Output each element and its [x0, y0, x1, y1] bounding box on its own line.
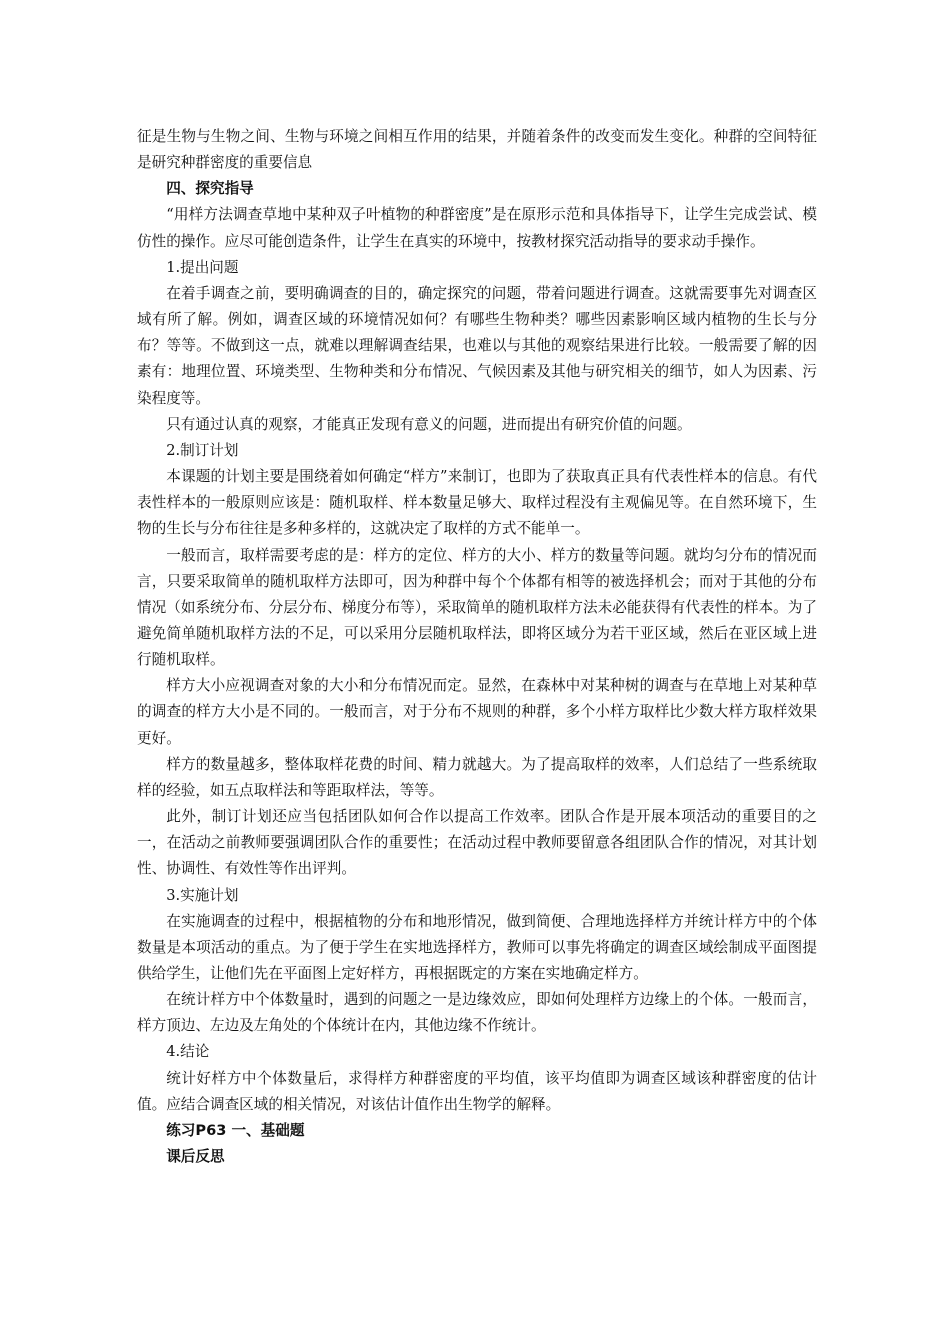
- document-body: [137, 124, 817, 1170]
- step-title-implement-plan: 3.实施计划: [166, 886, 239, 904]
- paragraph: 此外，制订计划还应当包括团队如何合作以提高工作效率。团队合作是开展本项活动的重要目的之一，在活动之前教师要强调团队合作的重要性；在活动过程中教师要留意各组团队合作的情况，对其计划性、协调性、有效性等作出评判。: [137, 808, 817, 878]
- paragraph: 本课题的计划主要是围绕着如何确定“样方”来制订，也即为了获取真正具有代表性样本的信息。有代表性样本的一般原则应该是：随机取样、样本数量足够大、取样过程没有主观偏见等。在自然环境下，生物的生长与分布往往是多种多样的，这就决定了取样的方式不能单一。: [137, 468, 817, 538]
- paragraph: 在实施调查的过程中，根据植物的分布和地形情况，做到简便、合理地选择样方并统计样方中的个体数量是本项活动的重点。为了便于学生在实地选择样方，教师可以事先将确定的调查区域绘制成平面图提供给学生，让他们先在平面图上定好样方，再根据既定的方案在实地确定样方。: [137, 912, 817, 982]
- paragraph: 样方大小应视调查对象的大小和分布情况而定。显然，在森林中对某种树的调查与在草地上对某种草的调查的样方大小是不同的。一般而言，对于分布不规则的种群，多个小样方取样比少数大样方取样效果更好。: [137, 677, 817, 747]
- paragraph: 统计好样方中个体数量后，求得样方种群密度的平均值，该平均值即为调查区域该种群密度的估计值。应结合调查区域的相关情况，对该估计值作出生物学的解释。: [137, 1069, 817, 1113]
- paragraph: 在统计样方中个体数量时，遇到的问题之一是边缘效应，即如何处理样方边缘上的个体。一般而言，样方顶边、左边及左角处的个体统计在内，其他边缘不作统计。: [137, 991, 817, 1035]
- section-intro-paragraph: “用样方法调查草地中某种双子叶植物的种群密度”是在原形示范和具体指导下，让学生完成尝试、模仿性的操作。应尽可能创造条件，让学生在真实的环境中，按教材探究活动指导的要求动手操作。: [137, 206, 817, 250]
- intro-paragraph: 征是生物与生物之间、生物与环境之间相互作用的结果，并随着条件的改变而发生变化。种群的空间特征是研究种群密度的重要信息: [137, 128, 817, 172]
- exercise-heading: 练习P63 一、基础题: [166, 1121, 305, 1139]
- paragraph: 只有通过认真的观察，才能真正发现有意义的问题，进而提出有研究价值的问题。: [166, 415, 692, 433]
- paragraph: 在着手调查之前，要明确调查的目的，确定探究的问题，带着问题进行调查。这就需要事先对调查区域有所了解。例如，调查区域的环境情况如何？有哪些生物种类？哪些因素影响区域内植物的生长与分布？等等。不做到这一点，就难以理解调查结果，也难以与其他的观察结果进行比较。一般需要了解的因素有：地理位置、环境类型、生物种类和分布情况、气候因素及其他与研究相关的细节，如人为因素、污染程度等。: [137, 284, 817, 407]
- step-title-conclusion: 4.结论: [166, 1043, 210, 1061]
- paragraph: 一般而言，取样需要考虑的是：样方的定位、样方的大小、样方的数量等问题。就均匀分布的情况而言，只要采取简单的随机取样方法即可，因为种群中每个个体都有相等的被选择机会；而对于其他的分布情况（如系统分布、分层分布、梯度分布等），采取简单的随机取样方法未必能获得有代表性的样本。为了避免简单随机取样方法的不足，可以采用分层随机取样法，即将区域分为若干亚区域，然后在亚区域上进行随机取样。: [137, 546, 817, 669]
- reflection-heading: 课后反思: [166, 1148, 225, 1166]
- step-title-ask-question: 1.提出问题: [166, 258, 239, 276]
- section-heading-inquiry-guidance: 四、探究指导: [166, 180, 254, 198]
- paragraph: 样方的数量越多，整体取样花费的时间、精力就越大。为了提高取样的效率，人们总结了一些系统取样的经验，如五点取样法和等距取样法，等等。: [137, 755, 817, 799]
- step-title-make-plan: 2.制订计划: [166, 441, 239, 459]
